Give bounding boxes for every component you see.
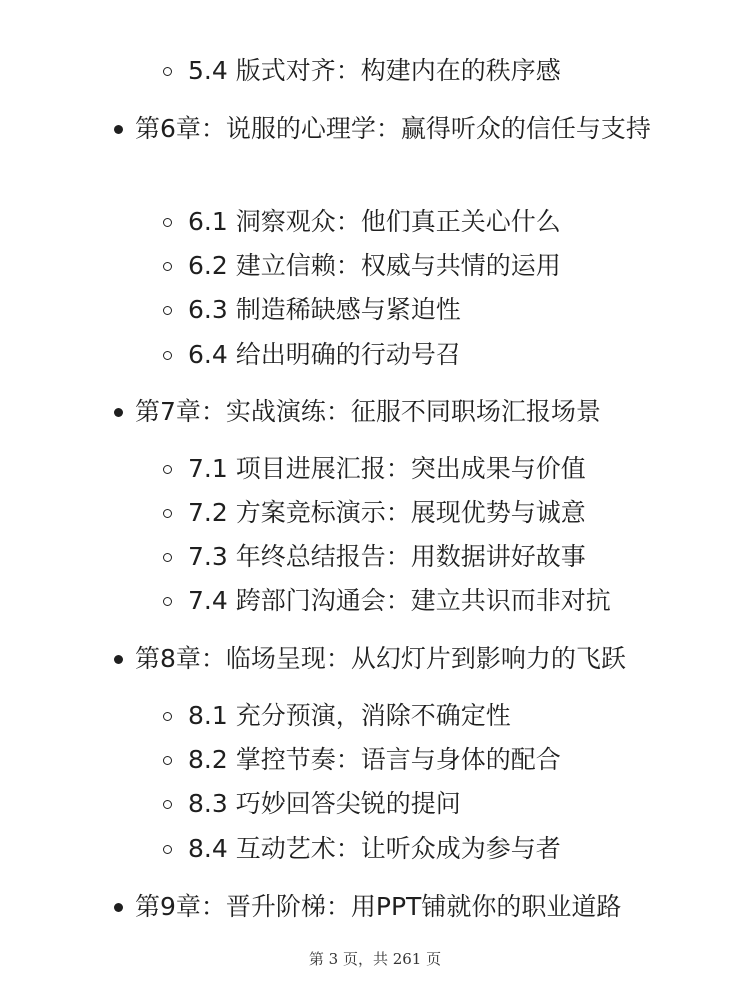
sub-bullet-icon <box>163 553 172 562</box>
sub-bullet-icon <box>163 306 172 315</box>
toc-section-6-1: 6.1 洞察观众：他们真正关心什么 <box>188 207 561 236</box>
sub-bullet-icon <box>163 756 172 765</box>
toc-chapter-7: 第7章：实战演练：征服不同职场汇报场景 <box>135 397 601 426</box>
toc-chapter-6: 第6章：说服的心理学：赢得听众的信任与支持 <box>135 114 651 143</box>
chapter-bullet-icon <box>114 125 123 134</box>
sub-bullet-icon <box>163 800 172 809</box>
chapter-bullet-icon <box>114 408 123 417</box>
sub-bullet-icon <box>163 712 172 721</box>
sub-bullet-icon <box>163 845 172 854</box>
toc-section-7-2: 7.2 方案竞标演示：展现优势与诚意 <box>188 498 586 527</box>
toc-section-5-4: 5.4 版式对齐：构建内在的秩序感 <box>188 56 561 85</box>
sub-bullet-icon <box>163 509 172 518</box>
toc-chapter-9: 第9章：晋升阶梯：用PPT铺就你的职业道路 <box>135 892 622 921</box>
toc-section-8-4: 8.4 互动艺术：让听众成为参与者 <box>188 834 561 863</box>
toc-section-6-3: 6.3 制造稀缺感与紧迫性 <box>188 295 461 324</box>
sub-bullet-icon <box>163 465 172 474</box>
toc-section-8-1: 8.1 充分预演，消除不确定性 <box>188 701 511 730</box>
sub-bullet-icon <box>163 351 172 360</box>
toc-section-6-2: 6.2 建立信赖：权威与共情的运用 <box>188 251 561 280</box>
toc-section-7-3: 7.3 年终总结报告：用数据讲好故事 <box>188 542 586 571</box>
chapter-bullet-icon <box>114 903 123 912</box>
toc-section-8-3: 8.3 巧妙回答尖锐的提问 <box>188 789 461 818</box>
toc-section-6-4: 6.4 给出明确的行动号召 <box>188 340 461 369</box>
chapter-bullet-icon <box>114 655 123 664</box>
sub-bullet-icon <box>163 218 172 227</box>
toc-section-7-4: 7.4 跨部门沟通会：建立共识而非对抗 <box>188 586 611 615</box>
toc-section-7-1: 7.1 项目进展汇报：突出成果与价值 <box>188 454 586 483</box>
toc-section-8-2: 8.2 掌控节奏：语言与身体的配合 <box>188 745 561 774</box>
sub-bullet-icon <box>163 67 172 76</box>
toc-chapter-8: 第8章：临场呈现：从幻灯片到影响力的飞跃 <box>135 644 626 673</box>
sub-bullet-icon <box>163 262 172 271</box>
page-number-footer: 第 3 页，共 261 页 <box>308 950 442 968</box>
sub-bullet-icon <box>163 597 172 606</box>
